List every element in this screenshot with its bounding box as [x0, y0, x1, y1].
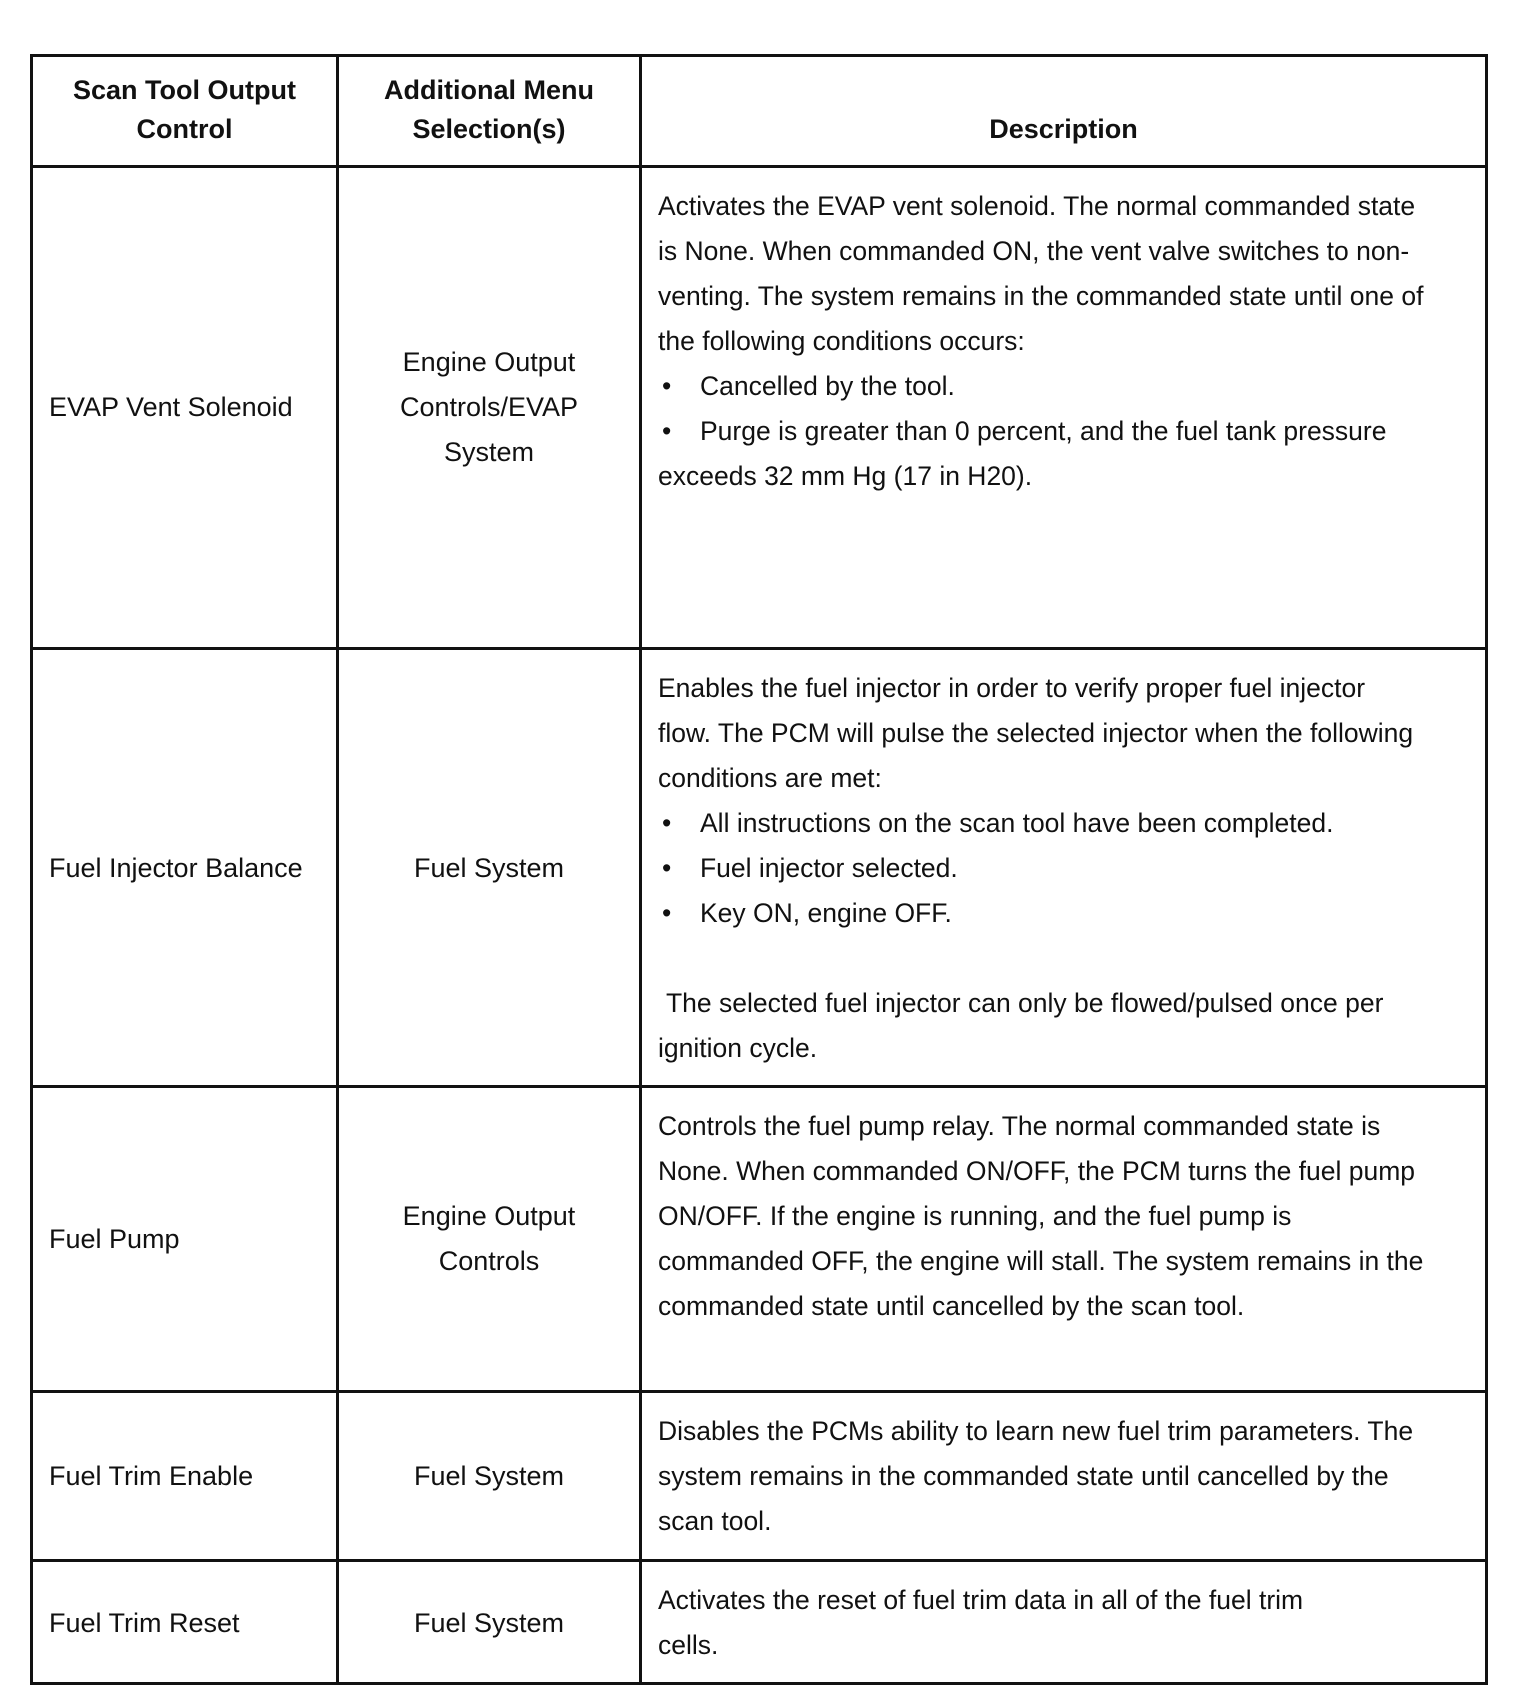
table-row — [33, 165, 1485, 647]
menu-cell — [336, 1562, 639, 1684]
control-name: EVAP Vent Solenoid — [49, 392, 293, 422]
condition-item: • Cancelled by the tool. — [658, 364, 1425, 409]
control-cell — [33, 1562, 336, 1684]
menu-selection: Engine Output Controls/EVAP System — [399, 347, 579, 467]
description-text: Disables the PCMs ability to learn new fuel trim parameters. The system remains in the commanded state until cancelled by the scan tool. — [658, 1416, 1414, 1536]
control-cell — [33, 650, 336, 1087]
condition-list — [658, 801, 1425, 936]
control-cell — [33, 1393, 336, 1560]
control-name: Fuel Pump — [49, 1223, 180, 1254]
description-cell — [639, 1562, 1485, 1684]
header-description — [639, 57, 1485, 165]
control-name: Fuel Trim Reset — [49, 1607, 240, 1638]
spacer — [658, 936, 1425, 981]
description-cell — [639, 1393, 1485, 1560]
menu-selection: Fuel System — [413, 1607, 565, 1638]
menu-cell — [336, 650, 639, 1087]
description-note: The selected fuel injector can only be flowed/pulsed once per ignition cycle. — [658, 988, 1384, 1063]
description-cell — [639, 650, 1485, 1087]
description-text: Controls the fuel pump relay. The normal commanded state is None. When commanded ON/OFF, the PCM turns the fuel pump ON/OFF. If the engine is running, and the fuel pump is commanded OFF, the engine will stall. The system remains in the commanded state until cancelled by the scan tool. — [658, 1111, 1424, 1321]
description-cell — [639, 168, 1485, 647]
table-row — [33, 1559, 1485, 1682]
control-cell — [33, 168, 336, 647]
table-row — [33, 647, 1485, 1085]
condition-list — [658, 409, 1425, 499]
control-name: Fuel Injector Balance — [49, 853, 303, 883]
menu-cell — [336, 1393, 639, 1560]
condition-item: • All instructions on the scan tool have been completed. — [658, 801, 1425, 846]
table-header-row — [33, 57, 1485, 165]
control-name: Fuel Trim Enable — [49, 1461, 254, 1491]
description-text: Activates the EVAP vent solenoid. The normal commanded state is None. When commanded ON, the vent valve switches to non-venting. The system remains in the commanded state until one of the following conditions occurs: — [658, 191, 1424, 356]
bullet-icon: • — [662, 416, 672, 446]
control-cell — [33, 1088, 336, 1390]
condition-list — [658, 364, 1425, 409]
menu-selection: Engine Output Controls — [402, 1201, 576, 1276]
condition-item: Purge is greater than 0 percent, and the fuel tank pressure exceeds 32 mm Hg (17 in H20). — [658, 416, 1387, 491]
description-text: Activates the reset of fuel trim data in all of the fuel trim cells. — [658, 1585, 1304, 1660]
description-text: Enables the fuel injector in order to verify proper fuel injector flow. The PCM will pulse the selected injector when the following conditions are met: — [658, 673, 1414, 793]
condition-item-wrap — [658, 409, 1425, 499]
description-cell — [639, 1088, 1485, 1390]
header-description-label: Description — [989, 114, 1138, 144]
condition-item: • Fuel injector selected. — [658, 846, 1425, 891]
condition-item: • Key ON, engine OFF. — [658, 891, 1425, 936]
menu-cell — [336, 1088, 639, 1390]
output-controls-table — [30, 54, 1488, 1685]
menu-cell — [336, 168, 639, 647]
header-scan-tool-output-control: Scan Tool Output Control — [73, 75, 296, 144]
menu-selection: Fuel System — [413, 853, 565, 883]
table-row — [33, 1390, 1485, 1559]
table-row — [33, 1085, 1485, 1390]
header-additional-menu-selections: Additional Menu Selection(s) — [336, 57, 639, 165]
menu-selection: Fuel System — [413, 1461, 565, 1491]
